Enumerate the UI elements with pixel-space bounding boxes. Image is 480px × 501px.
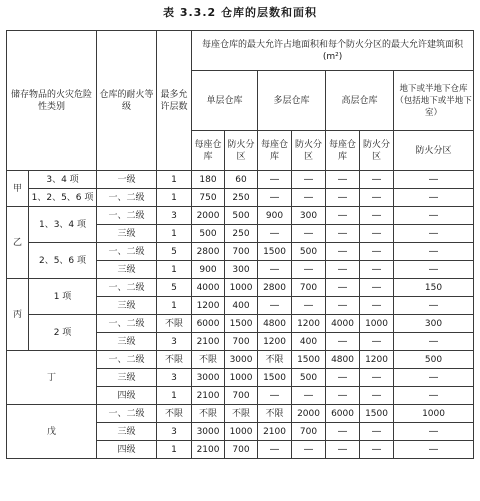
- high-area: —: [326, 261, 360, 279]
- single-area: 2000: [192, 207, 225, 225]
- multi-area: —: [258, 261, 292, 279]
- underground-zone: 300: [394, 315, 474, 333]
- single-area: 不限: [192, 405, 225, 423]
- header-per-zone: 防火分区: [292, 131, 326, 171]
- hazard-item: 2、5、6 项: [29, 243, 97, 279]
- table-row: [7, 315, 474, 333]
- fire-rating: 三级: [97, 297, 157, 315]
- multi-zone: 400: [292, 333, 326, 351]
- underground-zone: —: [394, 225, 474, 243]
- fire-rating: 一级: [97, 171, 157, 189]
- multi-zone: 500: [292, 243, 326, 261]
- high-area: 4000: [326, 315, 360, 333]
- fire-rating: 一、二级: [97, 279, 157, 297]
- table-row: [7, 351, 474, 369]
- single-area: 3000: [192, 423, 225, 441]
- multi-zone: 500: [292, 369, 326, 387]
- high-zone: —: [360, 297, 394, 315]
- high-zone: —: [360, 279, 394, 297]
- header-per-warehouse: 每座仓库: [192, 131, 225, 171]
- fire-rating: 一、二级: [97, 207, 157, 225]
- header-single: 单层仓库: [192, 71, 258, 131]
- single-zone: 不限: [225, 405, 258, 423]
- single-zone: 700: [225, 243, 258, 261]
- single-area: 2800: [192, 243, 225, 261]
- high-area: —: [326, 387, 360, 405]
- header-max-area: 每座仓库的最大允许占地面积和每个防火分区的最大允许建筑面积 (m²): [192, 31, 474, 71]
- underground-zone: —: [394, 243, 474, 261]
- multi-zone: —: [292, 297, 326, 315]
- multi-area: 4800: [258, 315, 292, 333]
- max-floors: 1: [157, 189, 192, 207]
- multi-area: 不限: [258, 405, 292, 423]
- high-area: —: [326, 369, 360, 387]
- single-area: 1200: [192, 297, 225, 315]
- underground-zone: —: [394, 207, 474, 225]
- high-zone: —: [360, 423, 394, 441]
- header-per-zone: 防火分区: [360, 131, 394, 171]
- table-title: 表 3.3.2 仓库的层数和面积: [163, 6, 317, 19]
- fire-rating: 一、二级: [97, 315, 157, 333]
- multi-area: 2100: [258, 423, 292, 441]
- header-multi: 多层仓库: [258, 71, 326, 131]
- max-floors: 1: [157, 225, 192, 243]
- single-zone: 3000: [225, 351, 258, 369]
- high-zone: —: [360, 333, 394, 351]
- fire-rating: 三级: [97, 261, 157, 279]
- single-zone: 400: [225, 297, 258, 315]
- fire-rating: 一、二级: [97, 351, 157, 369]
- high-zone: —: [360, 243, 394, 261]
- high-area: —: [326, 225, 360, 243]
- single-area: 4000: [192, 279, 225, 297]
- fire-rating: 四级: [97, 387, 157, 405]
- header-per-zone: 防火分区: [225, 131, 258, 171]
- fire-rating: 三级: [97, 333, 157, 351]
- table-row: [7, 405, 474, 423]
- single-zone: 500: [225, 207, 258, 225]
- multi-zone: —: [292, 261, 326, 279]
- high-area: —: [326, 423, 360, 441]
- multi-zone: 1200: [292, 315, 326, 333]
- max-floors: 1: [157, 387, 192, 405]
- single-area: 900: [192, 261, 225, 279]
- multi-zone: 700: [292, 423, 326, 441]
- header-per-warehouse: 每座仓库: [258, 131, 292, 171]
- single-zone: 1500: [225, 315, 258, 333]
- high-zone: 1000: [360, 315, 394, 333]
- max-floors: 不限: [157, 405, 192, 423]
- high-area: 4800: [326, 351, 360, 369]
- high-zone: —: [360, 225, 394, 243]
- hazard-class: 丙: [7, 279, 29, 351]
- multi-area: 1200: [258, 333, 292, 351]
- fire-rating: 三级: [97, 423, 157, 441]
- underground-zone: 1000: [394, 405, 474, 423]
- fire-rating: 一、二级: [97, 405, 157, 423]
- max-floors: 1: [157, 297, 192, 315]
- warehouse-area-table: [6, 30, 474, 459]
- table-row: [7, 171, 474, 189]
- single-area: 180: [192, 171, 225, 189]
- high-zone: —: [360, 171, 394, 189]
- high-area: —: [326, 171, 360, 189]
- table-row: [7, 207, 474, 225]
- multi-area: —: [258, 189, 292, 207]
- max-floors: 3: [157, 333, 192, 351]
- multi-area: 不限: [258, 351, 292, 369]
- table-row: [7, 279, 474, 297]
- single-zone: 250: [225, 225, 258, 243]
- multi-zone: 700: [292, 279, 326, 297]
- high-zone: —: [360, 387, 394, 405]
- high-area: —: [326, 189, 360, 207]
- hazard-class: 丁: [7, 351, 97, 405]
- underground-zone: —: [394, 369, 474, 387]
- high-area: —: [326, 207, 360, 225]
- multi-area: 1500: [258, 369, 292, 387]
- single-zone: 700: [225, 387, 258, 405]
- high-zone: —: [360, 207, 394, 225]
- fire-rating: 一、二级: [97, 243, 157, 261]
- max-floors: 1: [157, 441, 192, 459]
- table-row: [7, 243, 474, 261]
- table-row: [7, 189, 474, 207]
- multi-zone: —: [292, 189, 326, 207]
- hazard-item: 1 项: [29, 279, 97, 315]
- max-floors: 3: [157, 369, 192, 387]
- multi-zone: 300: [292, 207, 326, 225]
- max-floors: 不限: [157, 351, 192, 369]
- max-floors: 1: [157, 171, 192, 189]
- header-per-warehouse: 每座仓库: [326, 131, 360, 171]
- underground-zone: 500: [394, 351, 474, 369]
- multi-zone: 2000: [292, 405, 326, 423]
- max-floors: 1: [157, 261, 192, 279]
- hazard-class: 戊: [7, 405, 97, 459]
- multi-zone: —: [292, 387, 326, 405]
- single-zone: 1000: [225, 369, 258, 387]
- hazard-item: 3、4 项: [29, 171, 97, 189]
- high-area: —: [326, 441, 360, 459]
- high-area: —: [326, 333, 360, 351]
- underground-zone: —: [394, 171, 474, 189]
- multi-zone: 1500: [292, 351, 326, 369]
- multi-area: 1500: [258, 243, 292, 261]
- multi-area: —: [258, 441, 292, 459]
- fire-rating: 三级: [97, 369, 157, 387]
- header-max-floors: 最多允许层数: [157, 31, 192, 171]
- single-area: 3000: [192, 369, 225, 387]
- high-zone: —: [360, 261, 394, 279]
- header-ug-zone: 防火分区: [394, 131, 474, 171]
- multi-area: 900: [258, 207, 292, 225]
- underground-zone: —: [394, 441, 474, 459]
- fire-rating: 三级: [97, 225, 157, 243]
- hazard-class: 甲: [7, 171, 29, 207]
- high-area: 6000: [326, 405, 360, 423]
- max-floors: 不限: [157, 315, 192, 333]
- fire-rating: 四级: [97, 441, 157, 459]
- hazard-item: 1、3、4 项: [29, 207, 97, 243]
- underground-zone: —: [394, 387, 474, 405]
- underground-zone: —: [394, 261, 474, 279]
- high-zone: —: [360, 189, 394, 207]
- single-zone: 60: [225, 171, 258, 189]
- fire-rating: 一、二级: [97, 189, 157, 207]
- header-fire-rating: 仓库的耐火等级: [97, 31, 157, 171]
- multi-area: —: [258, 171, 292, 189]
- single-area: 750: [192, 189, 225, 207]
- single-area: 不限: [192, 351, 225, 369]
- single-area: 6000: [192, 315, 225, 333]
- high-zone: —: [360, 369, 394, 387]
- single-area: 2100: [192, 441, 225, 459]
- hazard-item: 2 项: [29, 315, 97, 351]
- underground-zone: —: [394, 189, 474, 207]
- single-zone: 1000: [225, 423, 258, 441]
- high-zone: 1200: [360, 351, 394, 369]
- high-zone: 1500: [360, 405, 394, 423]
- single-zone: 700: [225, 441, 258, 459]
- max-floors: 3: [157, 423, 192, 441]
- multi-zone: —: [292, 441, 326, 459]
- max-floors: 3: [157, 207, 192, 225]
- underground-zone: 150: [394, 279, 474, 297]
- multi-area: —: [258, 387, 292, 405]
- underground-zone: —: [394, 423, 474, 441]
- single-zone: 250: [225, 189, 258, 207]
- multi-zone: —: [292, 225, 326, 243]
- multi-area: 2800: [258, 279, 292, 297]
- header-category: 储存物品的火灾危险性类别: [7, 31, 97, 171]
- hazard-item: 1、2、5、6 项: [29, 189, 97, 207]
- high-area: —: [326, 243, 360, 261]
- max-floors: 5: [157, 243, 192, 261]
- multi-area: —: [258, 297, 292, 315]
- high-area: —: [326, 279, 360, 297]
- hazard-class: 乙: [7, 207, 29, 279]
- header-high: 高层仓库: [326, 71, 394, 131]
- max-floors: 5: [157, 279, 192, 297]
- underground-zone: —: [394, 297, 474, 315]
- multi-zone: —: [292, 171, 326, 189]
- high-zone: —: [360, 441, 394, 459]
- header-underground: 地下或半地下仓库（包括地下或半地下室）: [394, 71, 474, 131]
- single-area: 500: [192, 225, 225, 243]
- single-zone: 1000: [225, 279, 258, 297]
- multi-area: —: [258, 225, 292, 243]
- single-area: 2100: [192, 333, 225, 351]
- single-zone: 700: [225, 333, 258, 351]
- high-area: —: [326, 297, 360, 315]
- underground-zone: —: [394, 333, 474, 351]
- single-area: 2100: [192, 387, 225, 405]
- single-zone: 300: [225, 261, 258, 279]
